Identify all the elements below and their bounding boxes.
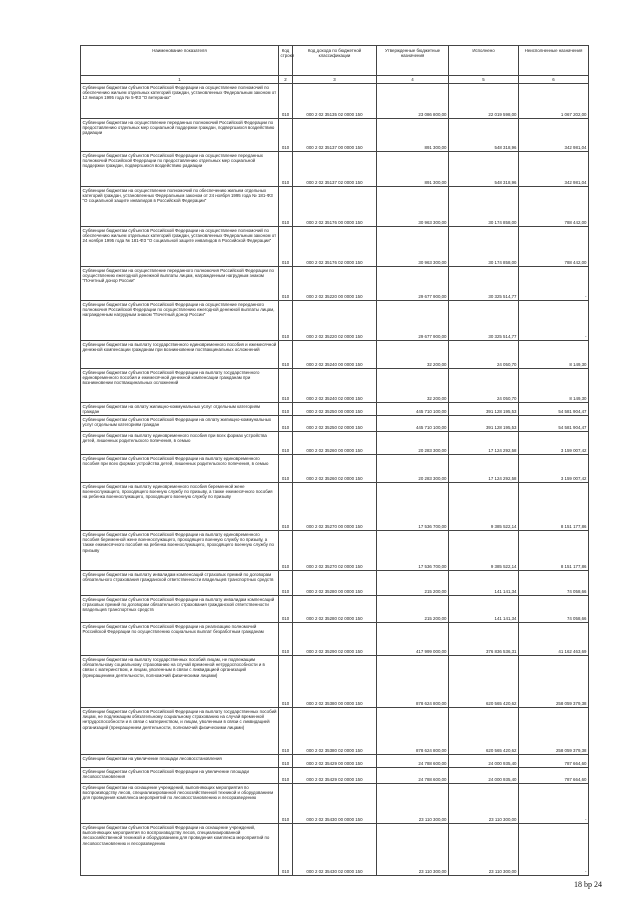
cell-approved: 29 677 900,00 <box>377 267 449 301</box>
cell-executed: 24 000 935,40 <box>449 755 519 768</box>
cell-code: 000 2 02 35430 02 0000 150 <box>293 824 377 876</box>
cell-line: 010 <box>279 152 293 187</box>
cell-unexecuted: 8 151 177,86 <box>519 531 589 571</box>
cell-line: 010 <box>279 267 293 301</box>
cell-code: 000 2 02 35137 02 0000 150 <box>293 152 377 187</box>
cell-approved: 417 999 000,00 <box>377 623 449 656</box>
cell-approved: 878 624 800,00 <box>377 708 449 755</box>
cell-approved: 891 300,00 <box>377 119 449 152</box>
cell-executed: 24 050,70 <box>449 369 519 403</box>
cell-name: Субвенции бюджетам на выплату единовременного пособия при всех формах устройства детей, лишенных родительского попечения, в семью <box>81 432 279 455</box>
cell-line: 010 <box>279 768 293 784</box>
cell-approved: 17 536 700,00 <box>377 531 449 571</box>
table-row <box>81 596 589 623</box>
income-table <box>80 45 589 876</box>
table-row <box>81 571 589 596</box>
cell-approved: 23 110 300,00 <box>377 784 449 824</box>
cell-name: Субвенции бюджетам на оплату жилищно-коммунальных услуг отдельным категориям граждан <box>81 403 279 416</box>
cell-executed: 30 325 514,77 <box>449 267 519 301</box>
cell-code: 000 2 02 35250 00 0000 150 <box>293 403 377 416</box>
cell-code: 000 2 02 35176 00 0000 150 <box>293 187 377 227</box>
table-row <box>81 187 589 227</box>
cell-name: Субвенции бюджетам субъектов Российской Федерации на осуществление полномочий по обеспечению жильем отдельных категорий граждан, установленных Федеральным законом от 24 ноября 1995 года № 181-ФЗ "О социальной защите инвалидов в Российской Федерации" <box>81 227 279 267</box>
cell-executed: 548 318,96 <box>449 152 519 187</box>
cell-unexecuted: - <box>519 301 589 341</box>
cell-unexecuted: - <box>519 784 589 824</box>
cell-line: 010 <box>279 369 293 403</box>
table-row <box>81 623 589 656</box>
table-row <box>81 824 589 876</box>
cell-name: Субвенции бюджетам субъектов Российской Федерации на выплату государственных пособий лицам, не подлежащим обязательному социальному страхованию на случай временной нетрудоспособности и в связи с материнством, и лицам, уволенным в связи с ликвидацией организаций (прекращением деятельности, полномочий физическими лицами) <box>81 708 279 755</box>
cell-approved: 17 536 700,00 <box>377 483 449 531</box>
table-row <box>81 267 589 301</box>
cell-code: 000 2 02 35380 00 0000 150 <box>293 656 377 708</box>
cell-approved: 215 200,00 <box>377 596 449 623</box>
cell-name: Субвенции бюджетам субъектов Российской Федерации на оплату жилищно-коммунальных услуг отдельным категориям граждан <box>81 416 279 432</box>
cell-line: 010 <box>279 416 293 432</box>
cell-approved: 30 963 300,00 <box>377 187 449 227</box>
cell-name: Субвенции бюджетам на увеличение площади лесовосстановления <box>81 755 279 768</box>
table-row <box>81 708 589 755</box>
cell-name: Субвенции бюджетам субъектов Российской Федерации на увеличение площади лесовосстановления <box>81 768 279 784</box>
table-row <box>81 341 589 369</box>
table-row <box>81 531 589 571</box>
cell-executed: 22 019 598,00 <box>449 84 519 119</box>
cell-executed: 620 565 420,62 <box>449 656 519 708</box>
cell-code: 000 2 02 35280 00 0000 150 <box>293 571 377 596</box>
cell-line: 010 <box>279 784 293 824</box>
column-number: 6 <box>519 76 589 84</box>
cell-executed: 391 128 195,53 <box>449 403 519 416</box>
cell-name: Субвенции бюджетам субъектов Российской Федерации на осуществление переданного полномочия Российской Федерации по осуществлению ежегодной денежной выплаты лицам, награжденным нагрудным знаком "Почетный донор России" <box>81 301 279 341</box>
table-row <box>81 432 589 455</box>
header-row <box>81 46 589 76</box>
cell-code: 000 2 02 35290 02 0000 150 <box>293 623 377 656</box>
table-row <box>81 784 589 824</box>
page-number: 18 bp 24 <box>574 880 602 889</box>
cell-line: 010 <box>279 187 293 227</box>
cell-line: 010 <box>279 596 293 623</box>
table-row <box>81 483 589 531</box>
table-row <box>81 227 589 267</box>
cell-approved: 878 624 800,00 <box>377 656 449 708</box>
cell-unexecuted: 788 442,00 <box>519 187 589 227</box>
cell-line: 010 <box>279 301 293 341</box>
table-row <box>81 755 589 768</box>
cell-code: 000 2 02 35380 02 0000 150 <box>293 708 377 755</box>
table-row <box>81 119 589 152</box>
cell-name: Субвенции бюджетам на выплату государственного единовременного пособия и ежемесячной денежной компенсации гражданам при возникновении поствакцинальных осложнений <box>81 341 279 369</box>
table-row <box>81 403 589 416</box>
cell-code: 000 2 02 35240 00 0000 150 <box>293 341 377 369</box>
table-row <box>81 369 589 403</box>
cell-code: 000 2 02 35135 02 0000 150 <box>293 84 377 119</box>
cell-approved: 30 963 300,00 <box>377 227 449 267</box>
column-number: 5 <box>449 76 519 84</box>
cell-unexecuted: - <box>519 267 589 301</box>
cell-executed: 391 128 195,53 <box>449 416 519 432</box>
cell-executed: 620 565 420,62 <box>449 708 519 755</box>
table-row <box>81 152 589 187</box>
cell-line: 010 <box>279 455 293 483</box>
cell-approved: 215 200,00 <box>377 571 449 596</box>
cell-code: 000 2 02 35176 02 0000 150 <box>293 227 377 267</box>
cell-line: 010 <box>279 84 293 119</box>
header-unexecuted: Неисполненные назначения <box>519 46 589 76</box>
cell-unexecuted: 74 058,66 <box>519 571 589 596</box>
cell-code: 000 2 02 35270 02 0000 150 <box>293 531 377 571</box>
cell-line: 010 <box>279 708 293 755</box>
cell-unexecuted: 788 442,00 <box>519 227 589 267</box>
cell-line: 010 <box>279 824 293 876</box>
table-row <box>81 301 589 341</box>
cell-line: 010 <box>279 571 293 596</box>
cell-code: 000 2 02 35240 02 0000 150 <box>293 369 377 403</box>
cell-name: Субвенции бюджетам на выплату государственных пособий лицам, не подлежащим обязательному социальному страхованию на случай временной нетрудоспособности и в связи с материнством, и лицам, уволенным в связи с ликвидацией организаций (прекращением деятельности, полномочий физическими лицами) <box>81 656 279 708</box>
cell-unexecuted: 41 162 463,69 <box>519 623 589 656</box>
cell-executed: 23 110 300,00 <box>449 784 519 824</box>
cell-unexecuted: - <box>519 824 589 876</box>
cell-unexecuted: 54 581 904,47 <box>519 403 589 416</box>
cell-line: 010 <box>279 755 293 768</box>
cell-executed: 9 385 522,14 <box>449 483 519 531</box>
cell-approved: 445 710 100,00 <box>377 403 449 416</box>
cell-name: Субвенции бюджетам субъектов Российской Федерации на оснащение учреждений, выполняющих мероприятия по воспроизводству лесов, специализированной лесохозяйственной техникой и оборудованием для проведения комплекса мероприятий по лесовосстановлению и лесоразведению <box>81 824 279 876</box>
header-name: Наименование показателя <box>81 46 279 76</box>
cell-name: Субвенции бюджетам на оснащение учреждений, выполняющих мероприятия по воспроизводству лесов, специализированной лесохозяйственной техникой и оборудованием для проведения комплекса мероприятий по лесовосстановлению и лесоразведению <box>81 784 279 824</box>
cell-name: Субвенции бюджетам на осуществление переданных полномочий Российской Федерации по предоставлению отдельных мер социальной поддержки граждан, подвергшихся воздействию радиации <box>81 119 279 152</box>
cell-code: 000 2 02 35220 00 0000 150 <box>293 267 377 301</box>
cell-approved: 23 110 300,00 <box>377 824 449 876</box>
cell-executed: 30 174 858,00 <box>449 227 519 267</box>
cell-code: 000 2 02 35270 00 0000 150 <box>293 483 377 531</box>
cell-approved: 23 086 800,00 <box>377 84 449 119</box>
cell-unexecuted: 258 059 379,38 <box>519 708 589 755</box>
cell-approved: 445 710 100,00 <box>377 416 449 432</box>
column-number: 1 <box>81 76 279 84</box>
cell-approved: 32 200,00 <box>377 369 449 403</box>
cell-executed: 24 050,70 <box>449 341 519 369</box>
cell-name: Субвенции бюджетам субъектов Российской Федерации на осуществление полномочий по обеспечению жильем отдельных категорий граждан, установленных Федеральным законом от 12 января 1995 года № 5-ФЗ "О ветеранах" <box>81 84 279 119</box>
report-sheet <box>80 45 588 876</box>
cell-name: Субвенции бюджетам субъектов Российской Федерации на выплату государственного единовременного пособия и ежемесячной денежной компенсации гражданам при возникновении поствакцинальных осложнений <box>81 369 279 403</box>
cell-code: 000 2 02 35429 02 0000 150 <box>293 768 377 784</box>
cell-name: Субвенции бюджетам субъектов Российской Федерации на выплату единовременного пособия при всех формах устройства детей, лишенных родительского попечения, в семью <box>81 455 279 483</box>
cell-executed: 24 000 935,40 <box>449 768 519 784</box>
cell-unexecuted: 74 058,66 <box>519 596 589 623</box>
cell-line: 010 <box>279 623 293 656</box>
cell-executed: 17 124 292,58 <box>449 455 519 483</box>
cell-approved: 29 677 900,00 <box>377 301 449 341</box>
cell-executed: 141 141,34 <box>449 596 519 623</box>
cell-code: 000 2 02 35429 00 0000 150 <box>293 755 377 768</box>
cell-line: 010 <box>279 656 293 708</box>
cell-line: 010 <box>279 119 293 152</box>
cell-unexecuted: 787 664,60 <box>519 755 589 768</box>
cell-executed: 17 124 292,58 <box>449 432 519 455</box>
table-row <box>81 656 589 708</box>
table-row <box>81 455 589 483</box>
cell-name: Субвенции бюджетам субъектов Российской Федерации на реализацию полномочий Российской Федерации по осуществлению социальных выплат безработным гражданам <box>81 623 279 656</box>
cell-executed: 548 318,96 <box>449 119 519 152</box>
cell-name: Субвенции бюджетам на выплату инвалидам компенсаций страховых премий по договорам обязательного страхования гражданской ответственности владельцев транспортных средств <box>81 571 279 596</box>
cell-unexecuted: 3 159 007,42 <box>519 455 589 483</box>
cell-code: 000 2 02 35137 00 0000 150 <box>293 119 377 152</box>
cell-executed: 30 325 514,77 <box>449 301 519 341</box>
cell-unexecuted: 8 149,30 <box>519 341 589 369</box>
table-row <box>81 768 589 784</box>
cell-approved: 20 283 300,00 <box>377 455 449 483</box>
column-number-row <box>81 76 589 84</box>
cell-executed: 30 174 858,00 <box>449 187 519 227</box>
header-executed: Исполнено <box>449 46 519 76</box>
cell-name: Субвенции бюджетам на осуществление переданного полномочия Российской Федерации по осуществлению ежегодной денежной выплаты лицам, награжденным нагрудным знаком "Почетный донор России" <box>81 267 279 301</box>
cell-executed: 23 110 300,00 <box>449 824 519 876</box>
table-row <box>81 84 589 119</box>
cell-executed: 9 385 522,14 <box>449 531 519 571</box>
cell-approved: 20 283 300,00 <box>377 432 449 455</box>
cell-unexecuted: 8 149,30 <box>519 369 589 403</box>
cell-unexecuted: 1 067 202,00 <box>519 84 589 119</box>
column-number: 3 <box>293 76 377 84</box>
cell-name: Субвенции бюджетам субъектов Российской Федерации на осуществление переданных полномочий Российской Федерации по предоставлению отдельных мер социальной поддержки граждан, подвергшихся воздействию радиации <box>81 152 279 187</box>
column-number: 2 <box>279 76 293 84</box>
cell-line: 010 <box>279 227 293 267</box>
cell-line: 010 <box>279 432 293 455</box>
header-code: Код дохода по бюджетной классификации <box>293 46 377 76</box>
cell-approved: 32 200,00 <box>377 341 449 369</box>
cell-approved: 891 300,00 <box>377 152 449 187</box>
cell-line: 010 <box>279 483 293 531</box>
cell-unexecuted: 3 159 007,42 <box>519 432 589 455</box>
cell-unexecuted: 54 581 904,47 <box>519 416 589 432</box>
cell-unexecuted: 8 151 177,86 <box>519 483 589 531</box>
cell-code: 000 2 02 35250 02 0000 150 <box>293 416 377 432</box>
cell-unexecuted: 787 664,60 <box>519 768 589 784</box>
cell-executed: 141 141,34 <box>449 571 519 596</box>
cell-unexecuted: 342 981,04 <box>519 119 589 152</box>
cell-code: 000 2 02 35430 00 0000 150 <box>293 784 377 824</box>
cell-code: 000 2 02 35280 02 0000 150 <box>293 596 377 623</box>
header-line: Код строки <box>279 46 293 76</box>
cell-name: Субвенции бюджетам субъектов Российской Федерации на выплату единовременного пособия беременной жене военнослужащего, проходящего военную службу по призыву, а также ежемесячного пособия на ребенка военнослужащего, проходящего военную службу по призыву <box>81 531 279 571</box>
cell-code: 000 2 02 35220 02 0000 150 <box>293 301 377 341</box>
cell-line: 010 <box>279 341 293 369</box>
cell-name: Субвенции бюджетам субъектов Российской Федерации на выплату инвалидам компенсаций страховых премий по договорам обязательного страхования гражданской ответственности владельцев транспортных средств <box>81 596 279 623</box>
column-number: 4 <box>377 76 449 84</box>
cell-approved: 24 788 600,00 <box>377 755 449 768</box>
header-approved: Утвержденные бюджетные назначения <box>377 46 449 76</box>
table-row <box>81 416 589 432</box>
cell-unexecuted: 342 981,04 <box>519 152 589 187</box>
cell-line: 010 <box>279 403 293 416</box>
cell-line: 010 <box>279 531 293 571</box>
cell-approved: 24 788 600,00 <box>377 768 449 784</box>
cell-name: Субвенции бюджетам на выплату единовременного пособия беременной жене военнослужащего, проходящего военную службу по призыву, а также ежемесячного пособия на ребенка военнослужащего, проходящего военную службу по призыву <box>81 483 279 531</box>
cell-code: 000 2 02 35260 02 0000 150 <box>293 455 377 483</box>
cell-unexecuted: 258 059 379,38 <box>519 656 589 708</box>
cell-executed: 376 836 536,31 <box>449 623 519 656</box>
cell-name: Субвенции бюджетам на осуществление полномочий по обеспечению жильем отдельных категорий граждан, установленных Федеральным законом от 24 ноября 1995 года № 181-ФЗ "О социальной защите инвалидов в Российской Федерации" <box>81 187 279 227</box>
cell-code: 000 2 02 35260 00 0000 150 <box>293 432 377 455</box>
